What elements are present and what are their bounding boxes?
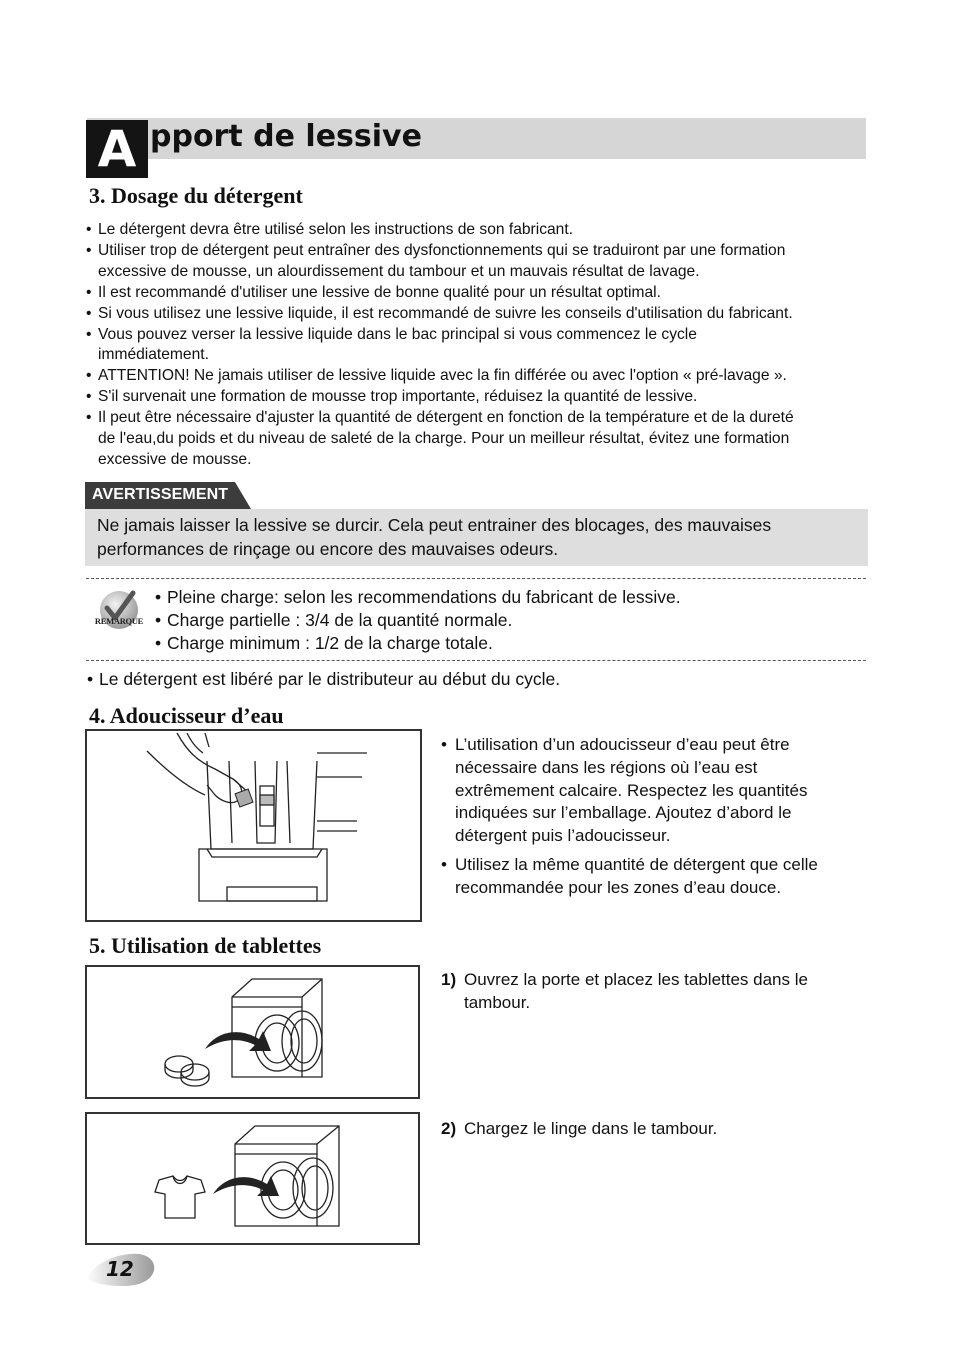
section-3-bullets xyxy=(86,220,886,471)
list-item: • Il est recommandé d'utiliser une lessive de bonne qualité pour un résultat optimal. xyxy=(86,283,886,304)
step-1: 1) Ouvrez la porte et placez les tablettes dans le tambour. xyxy=(441,970,808,1012)
tablets-illustration xyxy=(85,965,420,1099)
section-5-heading: 5. Utilisation de tablettes xyxy=(89,933,322,958)
page-number: 12 xyxy=(106,1257,134,1281)
step-2: 2) Chargez le linge dans le tambour. xyxy=(441,1119,718,1138)
list-item: • Vous pouvez verser la lessive liquide dans le bac principal si vous commencez le cycle immédiatement. xyxy=(86,325,886,367)
warning-label: AVERTISSEMENT xyxy=(92,486,229,503)
list-item: • Charge partielle : 3/4 de la quantité normale. xyxy=(155,609,855,632)
softener-illustration xyxy=(85,729,422,922)
list-item: • ATTENTION! Ne jamais utiliser de lessive liquide avec la fin différée ou avec l'option « pré-lavage ». xyxy=(86,366,886,387)
note-list xyxy=(155,586,855,655)
remarque-label: REMARQUE xyxy=(94,616,144,626)
washer-laundry-illustration xyxy=(87,1114,418,1243)
list-item: • S'il survenait une formation de mousse trop importante, réduisez la quantité de lessive. xyxy=(86,387,886,408)
release-note: • Le détergent est libéré par le distributeur au début du cycle. xyxy=(87,668,560,690)
section-3-heading: 3. Dosage du détergent xyxy=(89,183,303,208)
divider xyxy=(86,578,866,579)
list-item: • L’utilisation d’un adoucisseur d’eau peut être nécessaire dans les régions où l’eau est extrêmement calcaire. Respectez les quantités indiquées sur l’emballage. Ajoutez d’abord le détergent puis l’adoucisseur. xyxy=(441,734,871,848)
list-item: • Il peut être nécessaire d'ajuster la quantité de détergent en fonction de la température et de la dureté de l'eau,du poids et du niveau de saleté de la charge. Pour un meilleur résultat, évitez une formation excessive de mousse. xyxy=(86,408,886,471)
list-item: • Charge minimum : 1/2 de la charge totale. xyxy=(155,632,855,655)
list-item: • Utiliser trop de détergent peut entraîner des dysfonctionnements qui se traduiront par une formation excessive de mousse, un alourdissement du tambour et un mauvais résultat de lavage. xyxy=(86,241,886,283)
section-4-bullets xyxy=(441,734,871,900)
checkmark-icon xyxy=(93,589,145,635)
laundry-illustration xyxy=(85,1112,420,1245)
warning-text: Ne jamais laisser la lessive se durcir. Cela peut entrainer des blocages, des mauvaises performances de rinçage ou encore des mauvaises odeurs. xyxy=(97,515,772,559)
list-item: • Utilisez la même quantité de détergent que celle recommandée pour les zones d’eau douce. xyxy=(441,854,871,900)
list-item: • Si vous utilisez une lessive liquide, il est recommandé de suivre les conseils d'utilisation du fabricant. xyxy=(86,304,886,325)
remarque-badge xyxy=(93,589,145,635)
detergent-drawer-illustration xyxy=(87,731,420,920)
page-title: pport de lessive xyxy=(150,119,422,154)
list-item: • Pleine charge: selon les recommendations du fabricant de lessive. xyxy=(155,586,855,609)
list-item: • Le détergent devra être utilisé selon les instructions de son fabricant. xyxy=(86,220,886,241)
header-initial: A xyxy=(86,120,148,178)
divider xyxy=(86,660,866,661)
washer-tablets-illustration xyxy=(87,967,418,1097)
section-4-heading: 4. Adoucisseur d’eau xyxy=(89,703,284,728)
page-number-badge xyxy=(84,1250,158,1288)
